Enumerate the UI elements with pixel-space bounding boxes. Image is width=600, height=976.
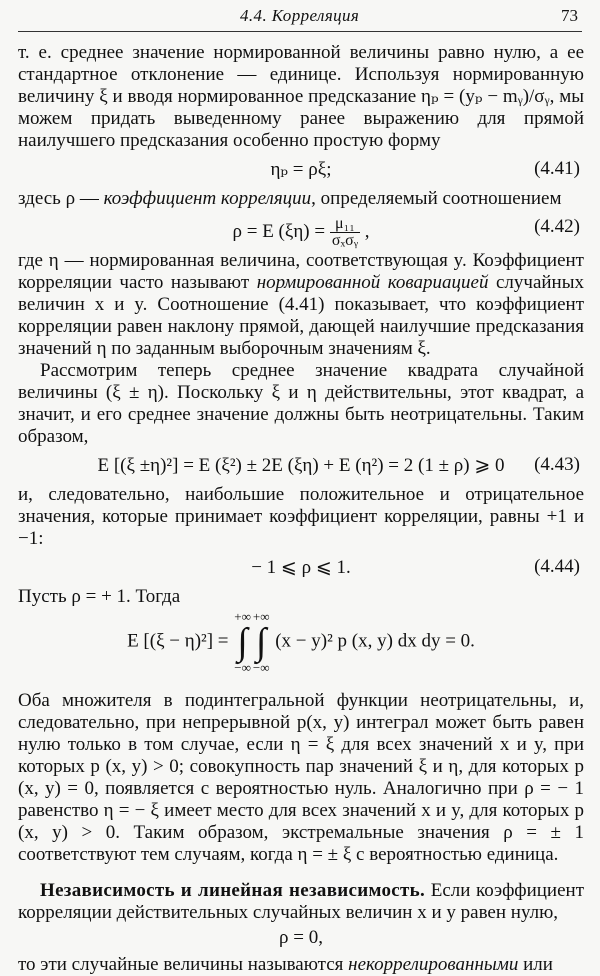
italic-term: нормированной ковариацией — [256, 272, 489, 293]
integral-sign: ∫ — [237, 621, 248, 663]
equation-body — [18, 216, 584, 249]
fraction — [330, 216, 360, 249]
integral-upper-limit: +∞ — [234, 609, 251, 624]
integral-lower-limit: −∞ — [252, 660, 270, 675]
equation-left: ρ = E (ξη) = — [232, 220, 330, 242]
italic-term: коэффициент корреляции — [103, 188, 312, 209]
equation-body: ρ = 0, — [279, 927, 323, 948]
equation-4-43 — [18, 448, 584, 484]
paragraph-6: Пусть ρ = + 1. Тогда — [18, 586, 181, 607]
equation-number: (4.44) — [534, 556, 580, 577]
paragraph-8 — [18, 880, 584, 924]
equation-body: ηₚ = ρξ; — [270, 159, 332, 180]
paragraph-4: Рассмотрим теперь среднее значение квадрата случайной величины (ξ ± η). Поскольку ξ и η действительны, этот квадрат, а значит, и его среднее значение должны быть неотрицательны. Таким образом, — [18, 360, 584, 447]
text-run: здесь ρ — — [18, 188, 104, 209]
paragraph-5: и, следовательно, наибольшие положительное и отрицательное значения, которые принимает коэффициент корреляции, равны +1 и −1: — [18, 484, 584, 549]
equation-double-integral — [18, 608, 584, 690]
running-header — [0, 0, 600, 34]
equation-body: − 1 ⩽ ρ ⩽ 1. — [251, 557, 351, 578]
equation-right: (x − y)² p (x, y) dx dy = 0. — [275, 630, 475, 652]
equation-4-44 — [18, 550, 584, 586]
integral-1 — [234, 610, 251, 674]
page-body — [18, 42, 584, 976]
equation-number: (4.43) — [534, 454, 580, 475]
fraction-denominator: σₓσᵧ — [331, 232, 358, 249]
integral-upper-limit: +∞ — [252, 609, 270, 624]
paragraph-9 — [18, 954, 584, 976]
integral-sign: ∫ — [255, 621, 267, 663]
equation-4-41 — [18, 152, 584, 188]
equation-body: E [(ξ ±η)²] = E (ξ²) ± 2E (ξη) + E (η²) = 2 (1 ± ρ) ⩾ 0 — [97, 455, 505, 476]
paragraph-2 — [18, 188, 584, 210]
equation-number: (4.41) — [534, 158, 580, 179]
equation-number: (4.42) — [534, 216, 580, 237]
text-run: случайных величин x и y. Соотношение (4.41) показывает, что коэффициент корреляции равен наклону прямой, дающей наилучшие предсказания значений η по заданным выборочным значениям ξ. — [18, 272, 584, 359]
equation-rho-zero — [18, 924, 584, 954]
equation-4-42 — [18, 210, 584, 250]
section-heading: Независимость и линейная независимость. — [40, 880, 426, 901]
integral-2 — [253, 610, 270, 674]
text-run: , определяемый соотношением — [311, 188, 562, 209]
page-number: 73 — [561, 6, 578, 25]
text-run: или — [518, 954, 553, 975]
equation-left: E [(ξ − η)²] = — [127, 630, 234, 652]
text-run: Если коэффициент корреляции действительных случайных величин x и y равен нулю, — [18, 880, 585, 923]
fraction-numerator: μ₁₁ — [330, 216, 360, 233]
text-run: где η — нормированная величина, соответствующая y. Коэффициент корреляции часто называют — [18, 250, 584, 293]
section-title: 4.4. Корреляция — [240, 6, 360, 25]
section-spacer — [18, 866, 584, 880]
italic-term: некоррелированными — [348, 954, 519, 975]
header-rule — [18, 31, 582, 32]
equation-tail: , — [359, 220, 370, 242]
paragraph-3 — [18, 250, 584, 360]
equation-body — [18, 610, 584, 674]
integral-lower-limit: −∞ — [234, 660, 251, 675]
text-run: то эти случайные величины называются — [18, 954, 349, 975]
paragraph-7: Оба множителя в подинтегральной функции неотрицательны, и, следовательно, при непрерывной p(x, y) интеграл может быть равен нулю только в том случае, если η = ξ для всех значений x и y, при которых p (x, y) > 0; совокупность пар значений ξ и η, для которых p (x, y) = 0, появляется с вероятностью нуль. Аналогично при ρ = − 1 равенство η = − ξ имеет место для всех значений x и y, для которых p (x, y) > 0. Таким образом, экстремальные значения ρ = ± 1 соответствуют тем случаям, когда η = ± ξ с вероятностью единица. — [18, 690, 584, 865]
paragraph-1: т. е. среднее значение нормированной величины равно нулю, а ее стандартное отклонение — единице. Используя нормированную величину ξ и вводя нормированное предсказание ηₚ = (yₚ − mᵧ)/σᵧ, мы можем придать выведенному ранее выражению для прямой наилучшего предсказания особенно простую форму — [18, 42, 584, 151]
